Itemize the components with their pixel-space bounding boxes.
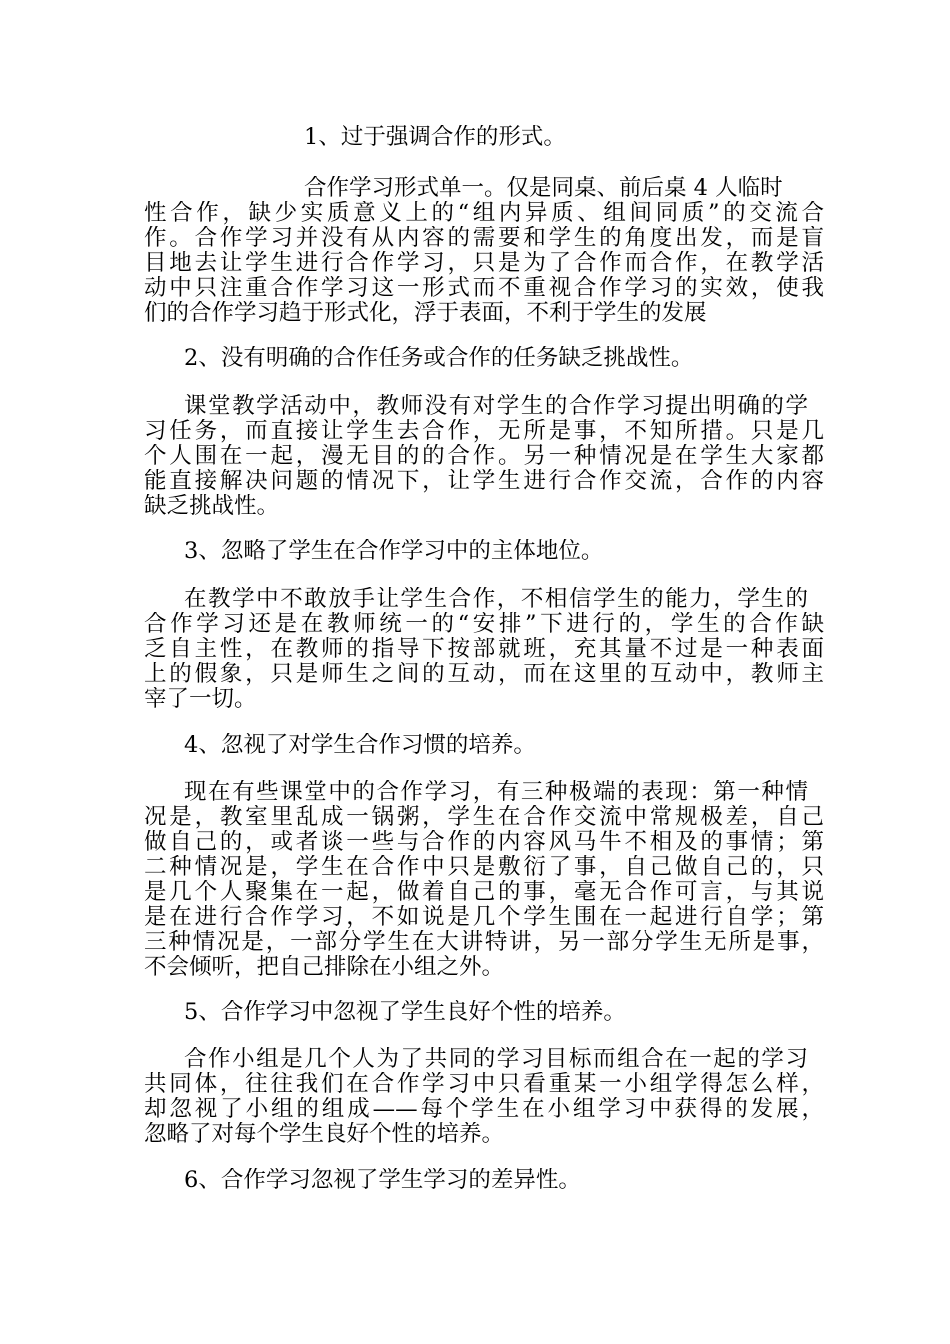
paragraph-line: 性合作，缺少实质意义上的“组内异质、组间同质”的交流合 — [144, 201, 824, 226]
paragraph-line: 三种情况是，一部分学生在大讲特讲，另一部分学生无所是事， — [144, 930, 824, 955]
section-heading-6: 6、合作学习忽视了学生学习的差异性。 — [184, 1168, 581, 1193]
section-heading-4: 4、忽视了对学生合作习惯的培养。 — [184, 733, 536, 758]
paragraph-line: 现在有些课堂中的合作学习，有三种极端的表现：第一种情 — [184, 780, 808, 805]
paragraph-line: 在教学中不敢放手让学生合作，不相信学生的能力，学生的 — [184, 587, 808, 612]
paragraph-line: 宰了一切。 — [144, 687, 257, 712]
paragraph-line: 忽略了对每个学生良好个性的培养。 — [144, 1122, 505, 1147]
paragraph-line: 能直接解决问题的情况下，让学生进行合作交流，合作的内容 — [144, 469, 824, 494]
paragraph-line: 不会倾听，把自己排除在小组之外。 — [144, 955, 505, 980]
section-heading-3: 3、忽略了学生在合作学习中的主体地位。 — [184, 539, 604, 564]
paragraph-line: 动中只注重合作学习这一形式而不重视合作学习的实效，使我 — [144, 276, 824, 301]
paragraph-line: 合作学习还是在教师统一的“安排”下进行的，学生的合作缺 — [144, 612, 824, 637]
paragraph-line: 却忽视了小组的组成——每个学生在小组学习中获得的发展， — [144, 1097, 824, 1122]
paragraph-line: 共同体，往往我们在合作学习中只看重某一小组学得怎么样， — [144, 1072, 824, 1097]
paragraph-line: 合作小组是几个人为了共同的学习目标而组合在一起的学习 — [184, 1047, 808, 1072]
paragraph-line: 缺乏挑战性。 — [144, 494, 280, 519]
paragraph-line: 上的假象，只是师生之间的互动，而在这里的互动中，教师主 — [144, 662, 824, 687]
paragraph-line: 况是，教室里乱成一锅粥，学生在合作交流中常规极差，自己 — [144, 805, 824, 830]
paragraph-line: 是几个人聚集在一起，做着自己的事，毫无合作可言，与其说 — [144, 880, 824, 905]
paragraph-line: 目地去让学生进行合作学习，只是为了合作而合作，在教学活 — [144, 251, 824, 276]
paragraph-line: 二种情况是，学生在合作中只是敷衍了事，自己做自己的，只 — [144, 855, 824, 880]
section-heading-5: 5、合作学习中忽视了学生良好个性的培养。 — [184, 1000, 626, 1025]
paragraph-line: 合作学习形式单一。仅是同桌、前后桌 4 人临时 — [304, 176, 783, 201]
paragraph-line: 乏自主性，在教师的指导下按部就班，充其量不过是一种表面 — [144, 637, 824, 662]
paragraph-line: 们的合作学习趋于形式化，浮于表面，不利于学生的发展 — [144, 301, 707, 326]
section-heading-1: 1、过于强调合作的形式。 — [304, 125, 566, 150]
paragraph-line: 课堂教学活动中，教师没有对学生的合作学习提出明确的学 — [184, 394, 808, 419]
section-heading-2: 2、没有明确的合作任务或合作的任务缺乏挑战性。 — [184, 346, 694, 371]
paragraph-line: 做自己的，或者谈一些与合作的内容风马牛不相及的事情；第 — [144, 830, 824, 855]
paragraph-line: 习任务，而直接让学生去合作，无所是事，不知所措。只是几 — [144, 419, 824, 444]
paragraph-line: 是在进行合作学习，不如说是几个学生围在一起进行自学；第 — [144, 905, 824, 930]
paragraph-line: 作。合作学习并没有从内容的需要和学生的角度出发，而是盲 — [144, 226, 824, 251]
paragraph-line: 个人围在一起，漫无目的的合作。另一种情况是在学生大家都 — [144, 444, 824, 469]
